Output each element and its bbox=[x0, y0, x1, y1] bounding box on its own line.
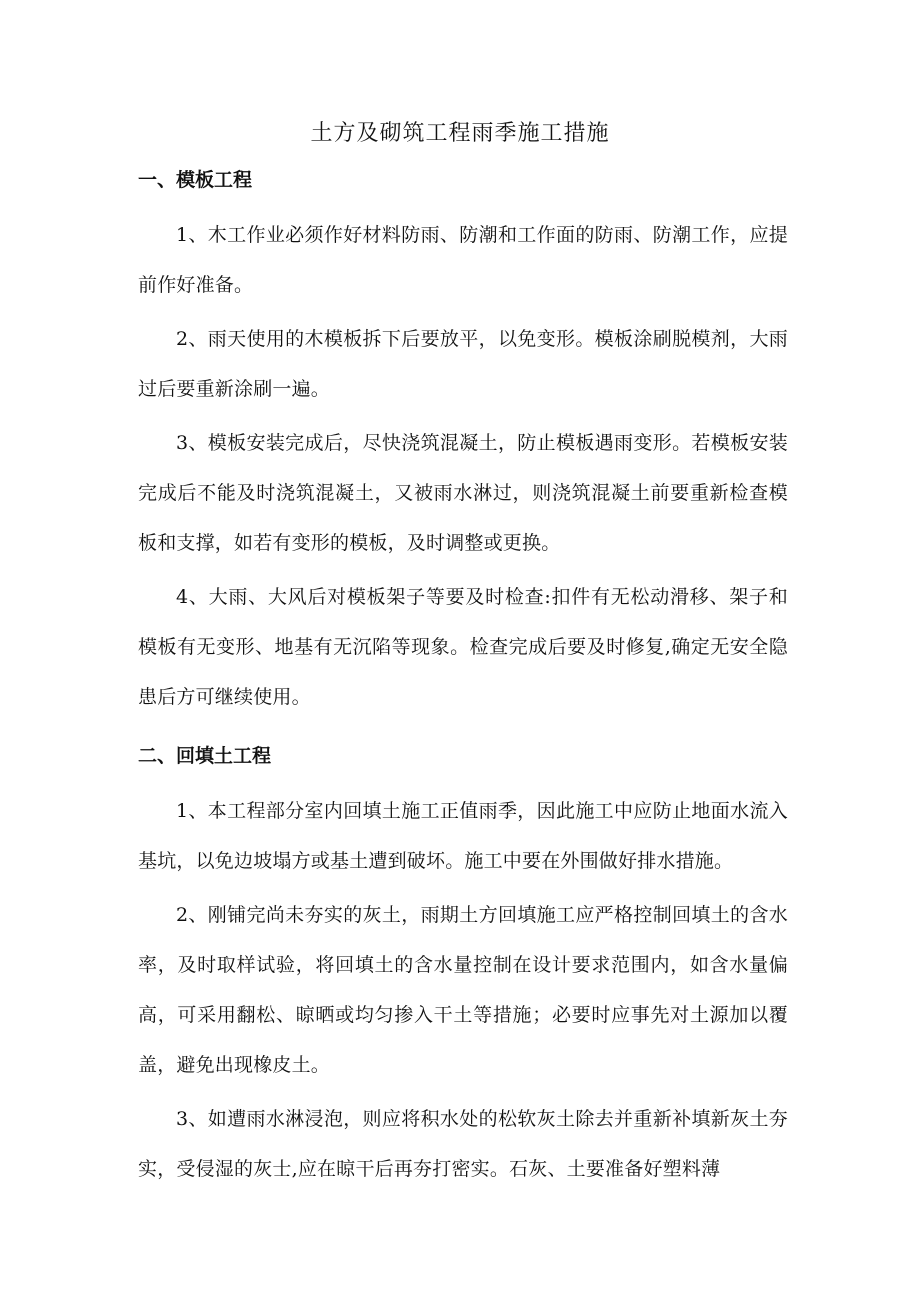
section-formwork bbox=[138, 160, 788, 722]
document-body bbox=[138, 160, 788, 1198]
section-backfill bbox=[138, 736, 788, 1194]
paragraph: 1、本工程部分室内回填土施工正值雨季，因此施工中应防止地面水流入基坑，以免边坡塌方或基土遭到破坏。施工中要在外围做好排水措施。 bbox=[138, 800, 788, 872]
paragraph: 3、模板安装完成后，尽快浇筑混凝土，防止模板遇雨变形。若模板安装完成后不能及时浇筑混凝土，又被雨水淋过，则浇筑混凝土前要重新检查模板和支撑，如若有变形的模板，及时调整或更换。 bbox=[138, 432, 788, 554]
page-title: 土方及砌筑工程雨季施工措施 bbox=[310, 121, 610, 146]
section-heading: 二、回填土工程 bbox=[138, 745, 272, 767]
paragraph: 3、如遭雨水淋浸泡，则应将积水处的松软灰土除去并重新补填新灰土夯实，受侵湿的灰士,应在晾干后再夯打密实。石灰、土要准备好塑料薄 bbox=[138, 1108, 788, 1180]
paragraph: 4、大雨、大风后对模板架子等要及时检查:扣件有无松动滑移、架子和模板有无变形、地基有无沉陷等现象。检查完成后要及时修复,确定无安全隐患后方可继续使用。 bbox=[138, 586, 788, 708]
paragraph: 2、雨天使用的木模板拆下后要放平，以免变形。模板涂刷脱模剂，大雨过后要重新涂刷一遍。 bbox=[138, 328, 788, 400]
section-spacer bbox=[138, 726, 788, 736]
paragraph: 1、木工作业必须作好材料防雨、防潮和工作面的防雨、防潮工作，应提前作好准备。 bbox=[138, 224, 788, 296]
paragraph: 2、刚铺完尚未夯实的灰土，雨期土方回填施工应严格控制回填土的含水率，及时取样试验，将回填土的含水量控制在设计要求范围内，如含水量偏高，可采用翻松、晾晒或均匀掺入干土等措施；必要时应事先对土源加以覆盖，避免出现橡皮土。 bbox=[138, 904, 788, 1076]
section-heading: 一、模板工程 bbox=[138, 169, 253, 191]
